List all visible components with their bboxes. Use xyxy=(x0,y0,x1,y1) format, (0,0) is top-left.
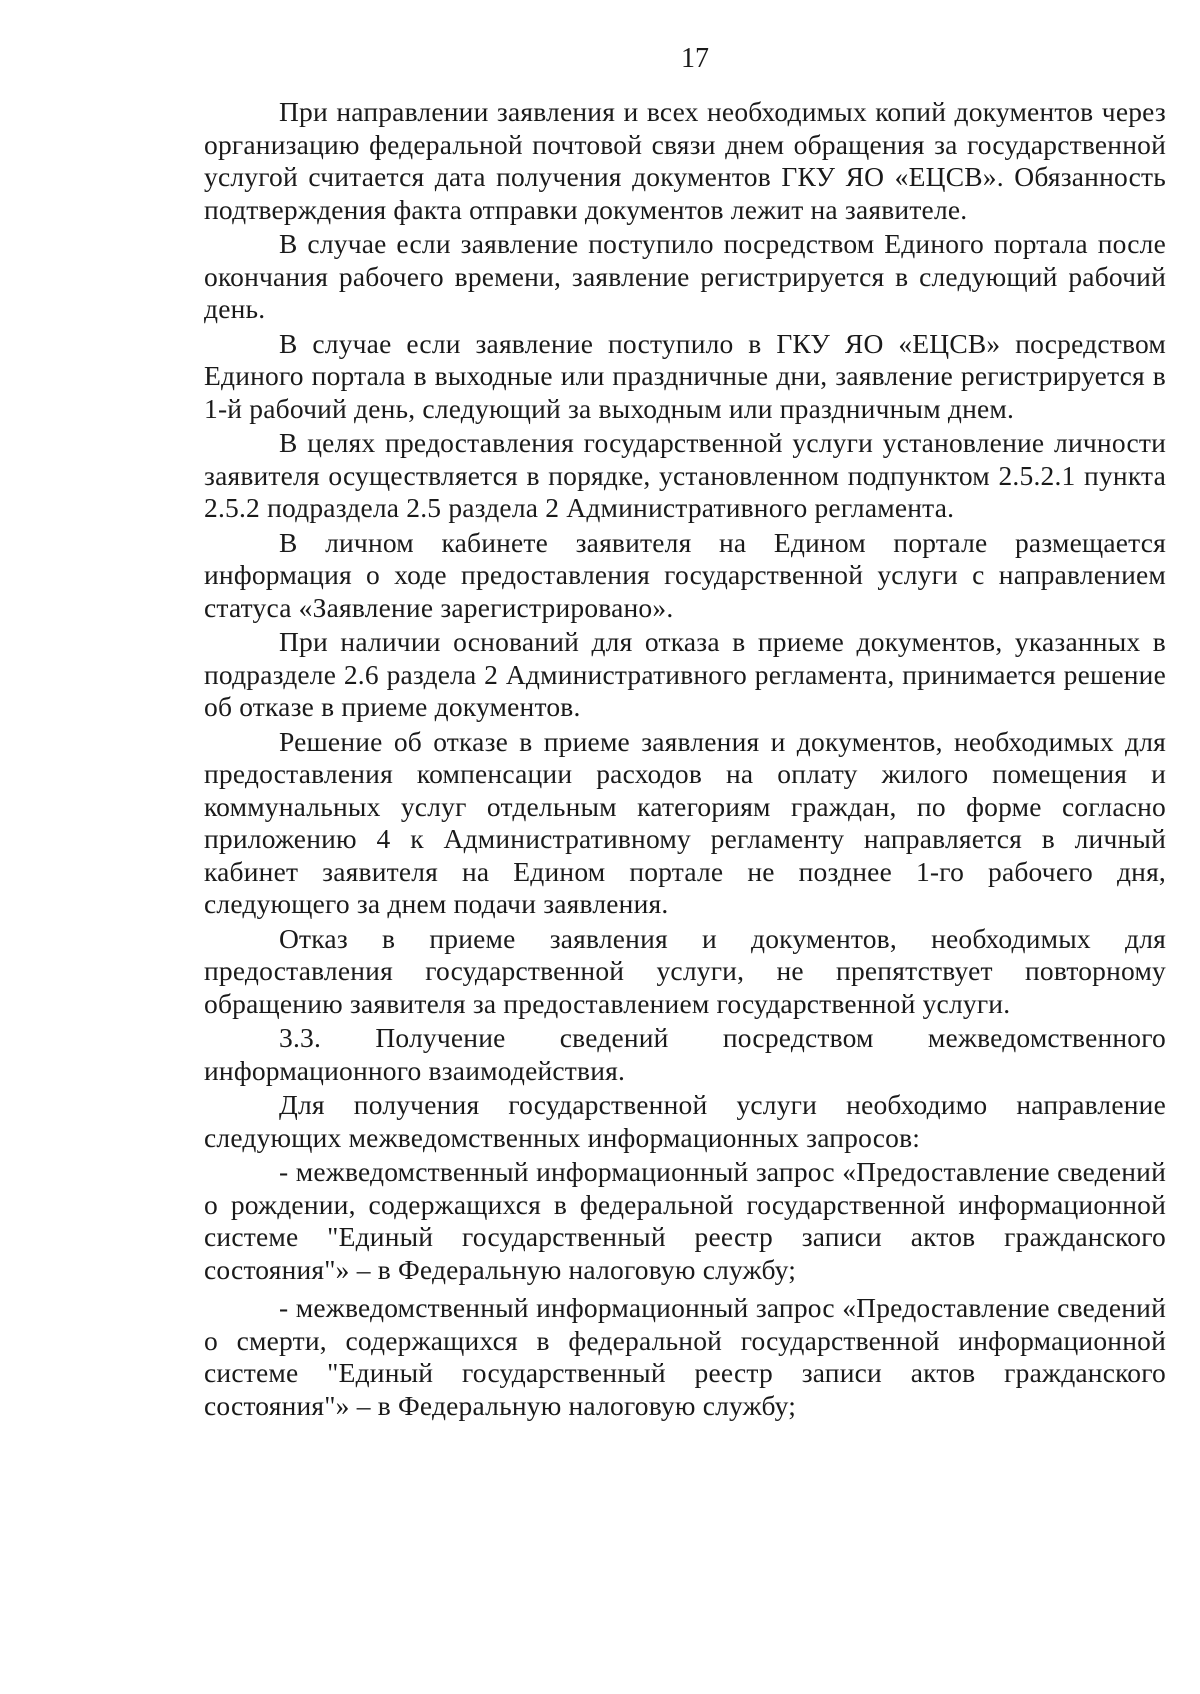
paragraph-requests-intro: Для получения государственной услуги необходимо направление следующих межведомственных информационных запросов: xyxy=(204,1089,1166,1153)
paragraph-after-hours: В случае если заявление поступило посредством Единого портала после окончания рабочего времени, заявление регистрируется в следующий рабочий день. xyxy=(204,228,1166,324)
section-heading-3-3: 3.3. Получение сведений посредством межведомственного информационного взаимодействия. xyxy=(204,1022,1166,1086)
paragraph-postal-submission: При направлении заявления и всех необходимых копий документов через организацию федеральной почтовой связи днем обращения за государственной услугой считается дата получения документов ГКУ ЯО «ЕЦСВ». Обязанность подтверждения факта отправки документов лежит на заявителе. xyxy=(204,96,1166,225)
paragraph-refusal-decision: Решение об отказе в приеме заявления и документов, необходимых для предоставления компенсации расходов на оплату жилого помещения и коммунальных услуг отдельным категориям граждан, по форме согласно приложению 4 к Административному регламенту направляется в личный кабинет заявителя на Едином портале не позднее 1-го рабочего дня, следующего за днем подачи заявления. xyxy=(204,725,1166,919)
page-number: 17 xyxy=(681,43,709,74)
paragraph-refusal-grounds: При наличии оснований для отказа в приеме документов, указанных в подразделе 2.6 раздела 2 Административного регламента, принимается решение об отказе в приеме документов. xyxy=(204,626,1166,722)
document-body xyxy=(204,96,1166,1428)
paragraph-personal-account: В личном кабинете заявителя на Едином портале размещается информация о ходе предоставления государственной услуги с направлением статуса «Заявление зарегистрировано». xyxy=(204,526,1166,623)
list-item-birth-request: - межведомственный информационный запрос «Предоставление сведений о рождении, содержащихся в федеральной государственной информационной системе "Единый государственный реестр записи актов гражданского состояния"» – в Федеральную налоговую службу; xyxy=(204,1156,1166,1285)
paragraph-refusal-no-obstacle: Отказ в приеме заявления и документов, необходимых для предоставления государственной услуги, не препятствует повторному обращению заявителя за предоставлением государственной услуги. xyxy=(204,922,1166,1019)
list-item-death-request: - межведомственный информационный запрос «Предоставление сведений о смерти, содержащихся в федеральной государственной информационной системе "Единый государственный реестр записи актов гражданского состояния"» – в Федеральную налоговую службу; xyxy=(204,1292,1166,1421)
paragraph-weekend: В случае если заявление поступило в ГКУ ЯО «ЕЦСВ» посредством Единого портала в выходные или праздничные дни, заявление регистрируется в 1-й рабочий день, следующий за выходным или праздничным днем. xyxy=(204,327,1166,424)
paragraph-identity: В целях предоставления государственной услуги установление личности заявителя осуществляется в порядке, установленном подпунктом 2.5.2.1 пункта 2.5.2 подраздела 2.5 раздела 2 Административного регламента. xyxy=(204,427,1166,523)
